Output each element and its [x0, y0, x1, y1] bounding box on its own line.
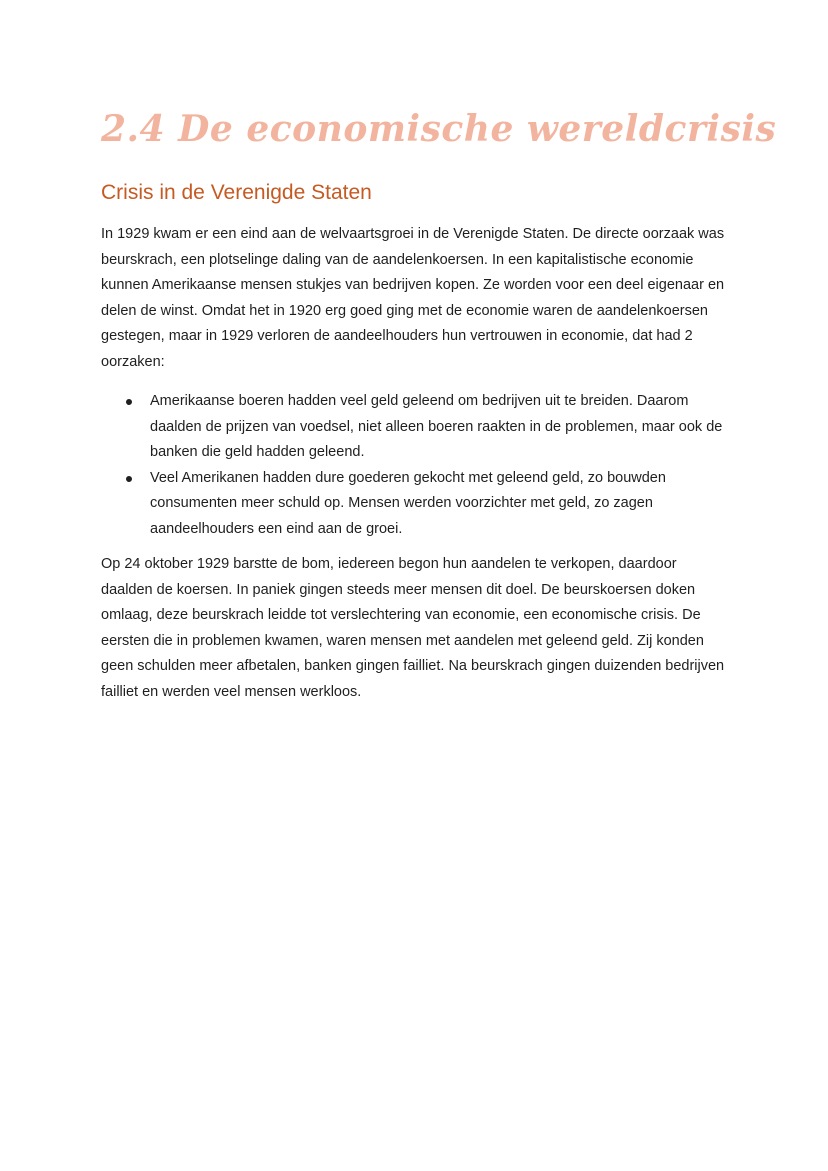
list-item [101, 389, 731, 466]
cause-list [101, 389, 731, 542]
intro-paragraph: In 1929 kwam er een eind aan de welvaartsgroei in de Verenigde Staten. De directe oorzaak was beurskrach, een plotselinge daling van de aandelenkoersen. In een kapitalistische economie kunnen Amerikaanse mensen stukjes van bedrijven kopen. Ze worden voor een deel eigenaar en delen de winst. Omdat het in 1920 erg goed ging met de economie waren de aandelenkoersen gestegen, maar in 1929 verloren de aandeelhouders hun vertrouwen in economie, dat had 2 oorzaken: [101, 226, 725, 370]
page-content [101, 100, 777, 705]
list-item-text: Amerikaanse boeren hadden veel geld geleend om bedrijven uit te breiden. Daarom daalden de prijzen van voedsel, niet alleen boeren raakten in de problemen, maar ook de banken die geld hadden geleend. [150, 393, 723, 460]
section-heading: Crisis in de Verenigde Staten [101, 181, 372, 204]
closing-paragraph: Op 24 oktober 1929 barstte de bom, iedereen begon hun aandelen te verkopen, daardoor daalden de koersen. In paniek gingen steeds meer mensen dit doel. De beurskoersen doken omlaag, deze beurskrach leidde tot verslechtering van economie, een economische crisis. De eersten die in problemen kwamen, waren mensen met aandelen met geleend geld. Zij konden geen schulden meer afbetalen, banken gingen failliet. Na beurskrach gingen duizenden bedrijven failliet en werden veel mensen werkloos. [101, 556, 725, 700]
bullet-icon [126, 399, 132, 405]
list-item [101, 466, 731, 543]
bullet-icon [126, 476, 132, 482]
list-item-text: Veel Amerikanen hadden dure goederen gekocht met geleend geld, zo bouwden consumenten meer schuld op. Mensen werden voorzichter met geld, zo zagen aandeelhouders een eind aan de groei. [150, 469, 666, 537]
page-title: 2.4 De economische wereldcrisis [101, 108, 777, 150]
